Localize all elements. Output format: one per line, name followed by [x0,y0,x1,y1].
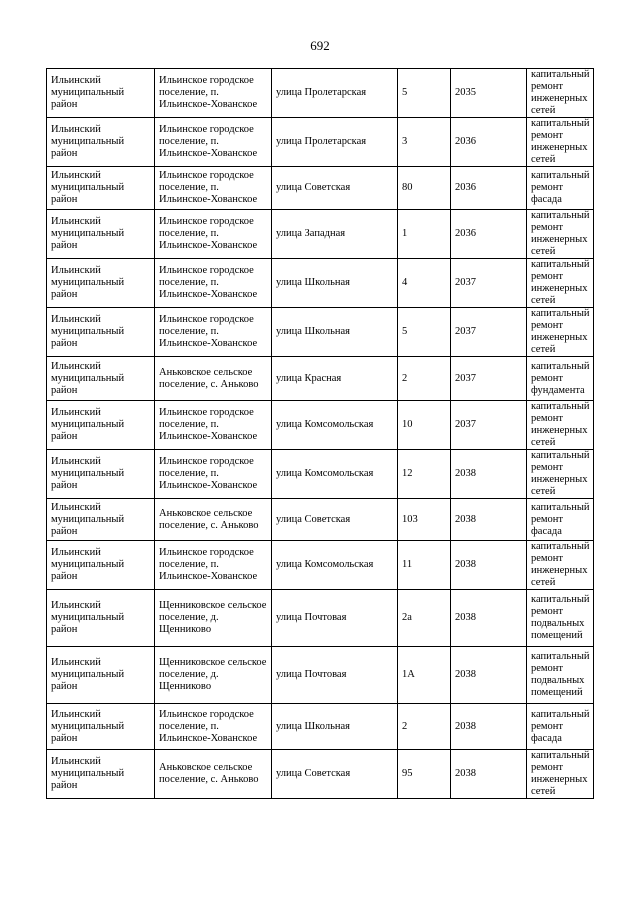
year-cell: 2038 [451,704,527,750]
year-cell: 2038 [451,499,527,541]
work-type-cell: капитальный ремонт инженерных сетей [527,118,594,167]
street-cell: улица Советская [272,499,398,541]
street-cell: улица Комсомольская [272,450,398,499]
work-type-cell: капитальный ремонт подвальных помещений [527,647,594,704]
district-cell: Ильинский муниципальный район [47,69,155,118]
settlement-cell: Щенниковское сельское поселение, д. Щенниково [155,647,272,704]
work-type-cell: капитальный ремонт инженерных сетей [527,450,594,499]
table-row [47,118,594,167]
street-cell: улица Школьная [272,704,398,750]
table-row [47,750,594,799]
district-cell: Ильинский муниципальный район [47,704,155,750]
district-cell: Ильинский муниципальный район [47,541,155,590]
settlement-cell: Ильинское городское поселение, п. Ильинское-Хованское [155,167,272,210]
district-cell: Ильинский муниципальный район [47,259,155,308]
year-cell: 2038 [451,750,527,799]
settlement-cell: Аньковское сельское поселение, с. Аньково [155,499,272,541]
district-cell: Ильинский муниципальный район [47,118,155,167]
settlement-cell: Ильинское городское поселение, п. Ильинское-Хованское [155,541,272,590]
table-row [47,308,594,357]
year-cell: 2036 [451,118,527,167]
district-cell: Ильинский муниципальный район [47,167,155,210]
work-type-cell: капитальный ремонт фасада [527,499,594,541]
table-row [47,401,594,450]
year-cell: 2038 [451,541,527,590]
street-cell: улица Советская [272,167,398,210]
settlement-cell: Щенниковское сельское поселение, д. Щенниково [155,590,272,647]
work-type-cell: капитальный ремонт инженерных сетей [527,401,594,450]
year-cell: 2037 [451,308,527,357]
records-table [46,68,594,799]
work-type-cell: капитальный ремонт фасада [527,704,594,750]
house-number-cell: 2а [398,590,451,647]
district-cell: Ильинский муниципальный район [47,647,155,704]
settlement-cell: Ильинское городское поселение, п. Ильинское-Хованское [155,69,272,118]
street-cell: улица Западная [272,210,398,259]
work-type-cell: капитальный ремонт фасада [527,167,594,210]
year-cell: 2037 [451,259,527,308]
year-cell: 2038 [451,590,527,647]
district-cell: Ильинский муниципальный район [47,401,155,450]
table-row [47,259,594,308]
table-row [47,450,594,499]
house-number-cell: 5 [398,69,451,118]
house-number-cell: 103 [398,499,451,541]
house-number-cell: 95 [398,750,451,799]
district-cell: Ильинский муниципальный район [47,210,155,259]
settlement-cell: Аньковское сельское поселение, с. Аньково [155,357,272,401]
work-type-cell: капитальный ремонт инженерных сетей [527,69,594,118]
street-cell: улица Пролетарская [272,69,398,118]
house-number-cell: 5 [398,308,451,357]
settlement-cell: Ильинское городское поселение, п. Ильинское-Хованское [155,704,272,750]
work-type-cell: капитальный ремонт инженерных сетей [527,750,594,799]
street-cell: улица Красная [272,357,398,401]
records-table-body [47,69,594,799]
district-cell: Ильинский муниципальный район [47,450,155,499]
street-cell: улица Советская [272,750,398,799]
street-cell: улица Комсомольская [272,541,398,590]
district-cell: Ильинский муниципальный район [47,308,155,357]
table-row [47,541,594,590]
house-number-cell: 1А [398,647,451,704]
house-number-cell: 1 [398,210,451,259]
year-cell: 2038 [451,647,527,704]
settlement-cell: Ильинское городское поселение, п. Ильинское-Хованское [155,118,272,167]
work-type-cell: капитальный ремонт инженерных сетей [527,210,594,259]
table-row [47,590,594,647]
settlement-cell: Ильинское городское поселение, п. Ильинское-Хованское [155,210,272,259]
year-cell: 2036 [451,167,527,210]
settlement-cell: Аньковское сельское поселение, с. Аньково [155,750,272,799]
house-number-cell: 2 [398,357,451,401]
house-number-cell: 3 [398,118,451,167]
table-row [47,357,594,401]
house-number-cell: 12 [398,450,451,499]
year-cell: 2035 [451,69,527,118]
table-row [47,167,594,210]
year-cell: 2037 [451,357,527,401]
settlement-cell: Ильинское городское поселение, п. Ильинское-Хованское [155,308,272,357]
year-cell: 2036 [451,210,527,259]
table-row [47,499,594,541]
house-number-cell: 10 [398,401,451,450]
year-cell: 2037 [451,401,527,450]
settlement-cell: Ильинское городское поселение, п. Ильинское-Хованское [155,450,272,499]
district-cell: Ильинский муниципальный район [47,357,155,401]
house-number-cell: 11 [398,541,451,590]
house-number-cell: 2 [398,704,451,750]
street-cell: улица Почтовая [272,647,398,704]
work-type-cell: капитальный ремонт инженерных сетей [527,308,594,357]
street-cell: улица Школьная [272,308,398,357]
district-cell: Ильинский муниципальный район [47,499,155,541]
street-cell: улица Почтовая [272,590,398,647]
district-cell: Ильинский муниципальный район [47,750,155,799]
work-type-cell: капитальный ремонт подвальных помещений [527,590,594,647]
street-cell: улица Пролетарская [272,118,398,167]
settlement-cell: Ильинское городское поселение, п. Ильинское-Хованское [155,401,272,450]
work-type-cell: капитальный ремонт инженерных сетей [527,541,594,590]
street-cell: улица Школьная [272,259,398,308]
house-number-cell: 4 [398,259,451,308]
year-cell: 2038 [451,450,527,499]
house-number-cell: 80 [398,167,451,210]
page-number: 692 [310,38,330,53]
table-row [47,704,594,750]
street-cell: улица Комсомольская [272,401,398,450]
table-row [47,210,594,259]
work-type-cell: капитальный ремонт инженерных сетей [527,259,594,308]
table-row [47,69,594,118]
table-row [47,647,594,704]
district-cell: Ильинский муниципальный район [47,590,155,647]
settlement-cell: Ильинское городское поселение, п. Ильинское-Хованское [155,259,272,308]
work-type-cell: капитальный ремонт фундамента [527,357,594,401]
